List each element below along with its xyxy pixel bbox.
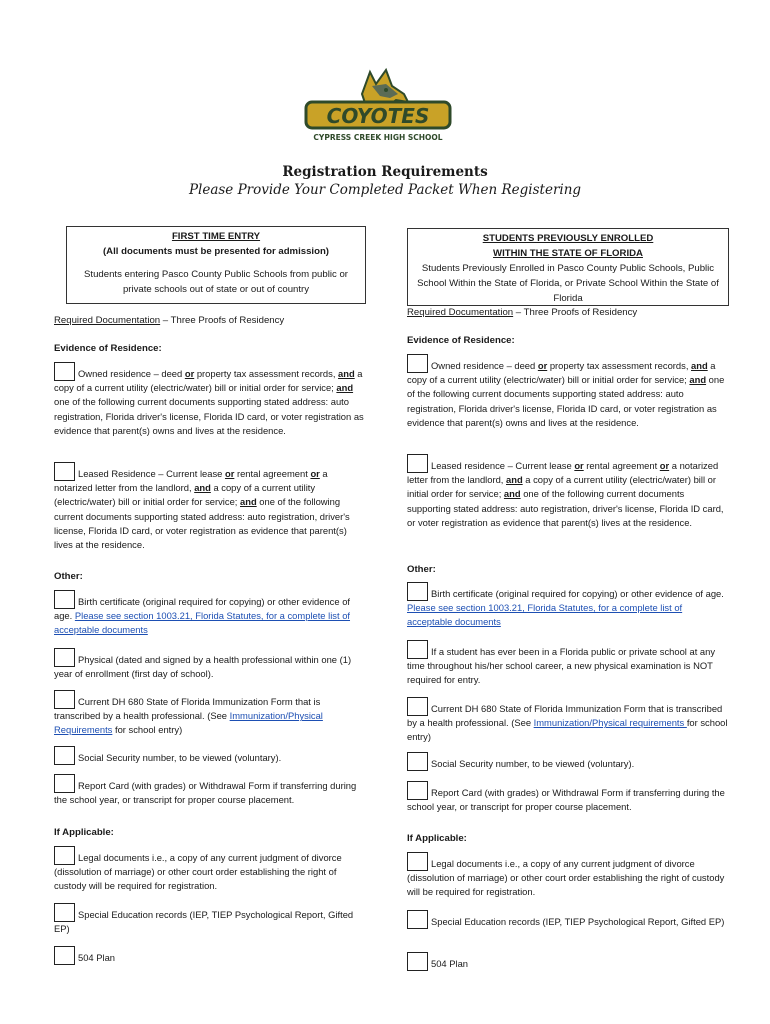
logo-word: COYOTES (326, 104, 430, 128)
checkbox[interactable] (407, 640, 428, 659)
other-heading: Other: (54, 571, 83, 582)
checkbox[interactable] (407, 752, 428, 771)
checkbox[interactable] (54, 946, 75, 965)
checkbox[interactable] (407, 454, 428, 473)
special-education-item: Special Education records (IEP, TIEP Psychological Report, Gifted EP) (407, 910, 729, 929)
special-education-item: Special Education records (IEP, TIEP Psychological Report, Gifted EP) (54, 903, 366, 936)
checkbox[interactable] (407, 582, 428, 601)
other-heading: Other: (407, 564, 436, 575)
required-documentation: Required Documentation – Three Proofs of Residency (407, 307, 638, 318)
report-card-item: Report Card (with grades) or Withdrawal Form if transferring during the school year, or transcript for proper course placement. (54, 774, 366, 807)
legal-documents-item: Legal documents i.e., a copy of any current judgment of divorce (dissolution of marriage) or other court order establishing the right of custody will be required for registration. (407, 852, 729, 900)
coyotes-logo (300, 64, 456, 144)
504-plan-item: 504 Plan (407, 952, 729, 971)
page-subtitle: Please Provide Your Completed Packet When Registering (188, 182, 582, 198)
dh680-item: Current DH 680 State of Florida Immunization Form that is transcribed by a health professional. (See Immunization/Physical Requirements for school entry) (54, 690, 366, 738)
required-documentation: Required Documentation – Three Proofs of Residency (54, 315, 285, 326)
if-applicable-heading: If Applicable: (54, 827, 114, 838)
page-title: Registration Requirements (282, 164, 488, 180)
statutes-link[interactable]: Please see section 1003.21, Florida Statutes, for a complete list of acceptable documents (407, 602, 683, 628)
box-heading: FIRST TIME ENTRY (171, 231, 261, 242)
checkbox[interactable] (407, 910, 428, 929)
checkbox[interactable] (54, 746, 75, 765)
owned-residence-item: Owned residence – deed or property tax assessment records, and a copy of a current utility (electric/water) bill or initial order for service; and one of the following current documents supporting stated address: auto registration, Florida driver's license, Florida ID card, or voter registration as evidence that parent(s) owns and lives at the residence. (54, 362, 366, 438)
box-heading: STUDENTS PREVIOUSLY ENROLLED (482, 233, 654, 244)
checkbox[interactable] (54, 648, 75, 667)
logo-school: CYPRESS CREEK HIGH SCHOOL (313, 133, 443, 142)
checkbox[interactable] (407, 354, 428, 373)
if-applicable-heading: If Applicable: (407, 833, 467, 844)
checkbox[interactable] (54, 774, 75, 793)
legal-documents-item: Legal documents i.e., a copy of any current judgment of divorce (dissolution of marriage) or other court order establishing the right of custody will be required for registration. (54, 846, 366, 894)
ssn-item: Social Security number, to be viewed (voluntary). (54, 746, 366, 765)
checkbox[interactable] (54, 846, 75, 865)
box-description: Students Previously Enrolled in Pasco County Public Schools, Public School Within the State of Florida, or Private School Within the State of Florida (417, 263, 719, 304)
leased-residence-item: Leased Residence – Current lease or rental agreement or a notarized letter from the landlord, and a copy of a current utility (electric/water) bill or initial order for service; and one of the following current documents supporting stated address: auto registration, driver's license, Florida ID card, or voter registration as evidence that parent(s) lives at the residence. (54, 462, 366, 552)
checkbox[interactable] (407, 697, 428, 716)
box-heading-2: WITHIN THE STATE OF FLORIDA (493, 248, 643, 259)
checkbox[interactable] (407, 852, 428, 871)
checkbox[interactable] (54, 462, 75, 481)
previously-enrolled-box (407, 228, 729, 306)
physical-item: Physical (dated and signed by a health professional within one (1) year of enrollment (first day of school). (54, 648, 366, 681)
statutes-link[interactable]: Please see section 1003.21, Florida Statutes, for a complete list of acceptable documents (54, 610, 351, 636)
report-card-item: Report Card (with grades) or Withdrawal Form if transferring during the school year, or transcript for proper course placement. (407, 781, 729, 814)
physical-exemption-item: If a student has ever been in a Florida public or private school at any time throughout his/her school career, a new physical examination is NOT required for entry. (407, 640, 729, 688)
box-subheading: (All documents must be presented for admission) (102, 246, 330, 257)
immunization-link[interactable]: Immunization/Physical requirements (533, 717, 687, 729)
birth-certificate-item: Birth certificate (original required for copying) or other evidence of age. Please see section 1003.21, Florida Statutes, for a complete list of acceptable documents (54, 590, 366, 638)
checkbox[interactable] (407, 952, 428, 971)
dh680-item: Current DH 680 State of Florida Immunization Form that is transcribed by a health professional. (See Immunization/Physical requirements for school entry) (407, 697, 729, 745)
first-time-entry-box (66, 226, 366, 304)
checkbox[interactable] (407, 781, 428, 800)
checkbox[interactable] (54, 903, 75, 922)
checkbox[interactable] (54, 590, 75, 609)
evidence-heading: Evidence of Residence: (54, 343, 162, 354)
birth-certificate-item: Birth certificate (original required for copying) or other evidence of age. Please see section 1003.21, Florida Statutes, for a complete list of acceptable documents (407, 582, 729, 630)
504-plan-item: 504 Plan (54, 946, 366, 965)
evidence-heading: Evidence of Residence: (407, 335, 515, 346)
checkbox[interactable] (54, 690, 75, 709)
checkbox[interactable] (54, 362, 75, 381)
box-description: Students entering Pasco County Public Schools from public or private schools out of state or out of country (84, 269, 348, 295)
immunization-link[interactable]: Immunization/Physical Requirements (54, 710, 323, 736)
leased-residence-item: Leased residence – Current lease or rental agreement or a notarized letter from the landlord, and a copy of a current utility (electric/water) bill or initial order for service; and one of the following current documents supporting stated address: auto registration, driver's license, Florida ID card, or voter registration as evidence that parent(s) lives at the residence. (407, 454, 729, 530)
ssn-item: Social Security number, to be viewed (voluntary). (407, 752, 729, 771)
owned-residence-item: Owned residence – deed or property tax assessment records, and a copy of a current utility (electric/water) bill or initial order for service; and one of the following current documents supporting stated address: auto registration, Florida driver's license, Florida ID card, or voter registration as evidence that parent(s) owns and lives at the residence. (407, 354, 729, 430)
